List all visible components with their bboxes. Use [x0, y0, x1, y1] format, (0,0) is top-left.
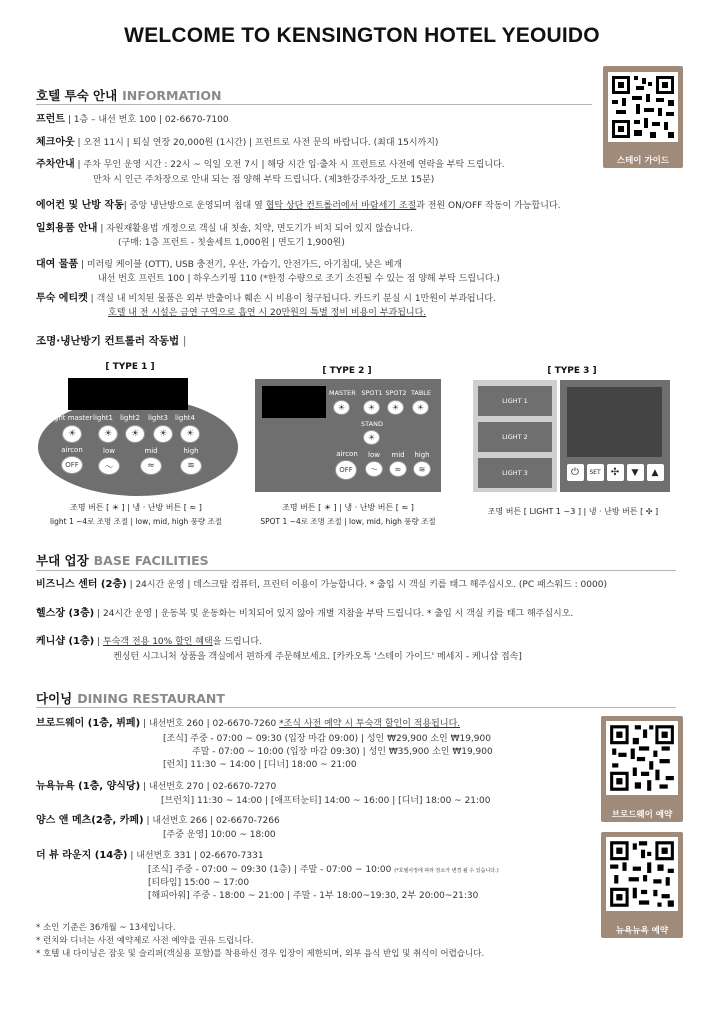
- yang-text-2: [주중 운영] 10:00 ~ 18:00: [163, 830, 276, 840]
- amenity-line: [36, 223, 413, 235]
- facilities-heading: [36, 551, 209, 569]
- light-bulb-icon[interactable]: ☀: [333, 400, 350, 415]
- checkout-line: [36, 137, 438, 149]
- newyork-label: 뉴욕뉴욕 (1층, 양식당): [36, 781, 141, 792]
- business-text: | 24시간 운영 | 데스크탑 컴퓨터, 프린터 이용이 가능합니다. * 출입 시 객실 키를 태그 해주십시오. (PC 패스워드 : 0000): [129, 580, 607, 590]
- type1-caption-1: 조명 버튼 [ ☀ ] | 냉 · 난방 버튼 [ ≈ ]: [70, 503, 202, 512]
- type3-light-button[interactable]: LIGHT 2: [478, 422, 552, 452]
- rental-label: 대여 물품: [36, 259, 79, 270]
- note-item: * 소인 기준은 36개월 ~ 13세입니다.: [36, 923, 176, 933]
- type2-caption-1: 조명 버튼 [ ☀ ] | 냉 · 난방 버튼 [ ≈ ]: [282, 503, 414, 512]
- type3-display: [567, 387, 662, 457]
- amenity-text-1: | 자원재활용법 개정으로 객실 내 칫솔, 치약, 면도기가 비치 되어 있지 않습니다.: [100, 224, 413, 234]
- shop-text-2: 켄싱턴 시그니처 상품을 객실에서 편하게 주문해보세요. [카카오톡 '스테이 가이드' 메세지 - 케니샵 접속]: [113, 652, 522, 662]
- controller-heading-text: 조명·냉난방기 컨트롤러 작동법: [36, 335, 180, 347]
- type3-light-button[interactable]: LIGHT 3: [478, 458, 552, 488]
- broadway-text-underline: *조식 사전 예약 시 투숙객 할인이 적용됩니다.: [279, 719, 461, 729]
- note-item: * 호텔 내 다이닝은 잠옷 및 슬리퍼(객실용 포함)를 착용하신 경우 입장이 제한되며, 외부 음식 반입 및 취식이 어렵습니다.: [36, 949, 485, 959]
- rental-text-1: | 미러링 케이블 (OTT), USB 충전기, 우산, 가습기, 안전가드, 아기침대, 낮은 베개: [81, 260, 403, 270]
- qr-code-icon: [606, 721, 678, 795]
- fan-speed-icon[interactable]: ≋: [413, 461, 431, 477]
- note-item: * 런치와 디너는 사전 예약제로 사전 예약을 권유 드립니다.: [36, 936, 254, 946]
- type1-fan-label: high: [183, 447, 199, 455]
- type1-off-button[interactable]: OFF: [61, 456, 83, 474]
- type2-light-label: MASTER: [329, 389, 356, 397]
- qr-code-icon: [606, 837, 678, 911]
- rental-line: [36, 259, 402, 271]
- aircon-line: [36, 200, 560, 212]
- parking-text-1: | 주차 무인 운영 시간 : 22시 ~ 익일 오전 7시 | 해당 시간 입·출차 시 프런트로 사전에 연락을 부탁 드립니다.: [77, 160, 505, 170]
- dining-heading-en: DINING RESTAURANT: [77, 691, 225, 706]
- newyork-text-2: [브런치] 11:30 ~ 14:00 | [애프터눈티] 14:00 ~ 16:00 | [디너] 18:00 ~ 21:00: [161, 796, 491, 806]
- type1-light-label: light4: [175, 414, 195, 422]
- type1-title: [ TYPE 1 ]: [105, 362, 155, 372]
- type3-light-button[interactable]: LIGHT 1: [478, 386, 552, 416]
- type2-stand-label: STAND: [361, 420, 383, 428]
- lounge-text-2-small: (*호텔사정에 따라 장소가 변경 될 수 있습니다.): [394, 868, 499, 874]
- newyork-text-1: | 내선번호 270 | 02-6670-7270: [143, 782, 277, 792]
- checkout-label: 체크아웃: [36, 137, 75, 148]
- light-bulb-icon[interactable]: ☀: [153, 425, 173, 443]
- light-bulb-icon[interactable]: ☀: [125, 425, 145, 443]
- type1-light-label: light3: [148, 414, 168, 422]
- type2-caption-2: SPOT 1 ~4로 조명 조절 | low, mid, high 풍량 조절: [260, 517, 436, 526]
- dining-heading-ko: 다이닝: [36, 691, 73, 706]
- dining-heading: [36, 689, 225, 707]
- aircon-text-underline: 협탁 상단 컨트롤러에서 바람세기 조절: [265, 201, 417, 211]
- gym-line: [36, 608, 573, 620]
- light-bulb-icon[interactable]: ☀: [363, 400, 380, 415]
- info-heading-en: INFORMATION: [122, 88, 222, 103]
- type2-fan-label: low: [368, 451, 380, 459]
- shop-text-underline: 투숙객 전용 10% 할인 혜택: [103, 637, 213, 647]
- light-bulb-icon[interactable]: ☀: [98, 425, 118, 443]
- etiquette-text-2: 호텔 내 전 시설은 금연 구역으로 흡연 시 20만원의 특별 정비 비용이 부과됩니다.: [108, 308, 427, 318]
- aircon-label: 에어컨 및 난방 작동: [36, 200, 124, 211]
- type2-fan-label: high: [414, 451, 430, 459]
- qr-code-icon: [608, 72, 678, 142]
- type3-button-row: [562, 464, 668, 484]
- lounge-text-1: | 내선번호 331 | 02-6670-7331: [130, 851, 264, 861]
- lounge-line: [36, 850, 264, 862]
- broadway-text-4: [런치] 11:30 ~ 14:00 | [디너] 18:00 ~ 21:00: [163, 760, 357, 770]
- shop-label: 케니샵 (1층): [36, 636, 95, 647]
- amenity-label: 일회용품 안내: [36, 223, 98, 234]
- yang-line: [36, 815, 280, 827]
- qr-stay-guide-caption: 스테이 가이드: [616, 156, 670, 166]
- qr-broadway[interactable]: [601, 716, 683, 822]
- type2-title: [ TYPE 2 ]: [322, 366, 372, 376]
- broadway-label: 브로드웨이 (1층, 뷔페): [36, 718, 141, 729]
- light-bulb-icon[interactable]: ☀: [412, 400, 429, 415]
- type3-title: [ TYPE 3 ]: [547, 366, 597, 376]
- aircon-text-a: | 중앙 냉난방으로 운영되며 침대 옆: [123, 201, 266, 211]
- fan-icon[interactable]: ✣: [607, 464, 624, 481]
- amenity-text-2: (구매: 1층 프런트 - 칫솔세트 1,000원 | 면도기 1,900원): [118, 238, 345, 248]
- rental-text-2: 내선 번호 프런트 100 | 하우스키핑 110 (*한정 수량으로 조기 소진될 수 있는 점 양해 부탁 드립니다.): [98, 274, 500, 284]
- fan-speed-icon[interactable]: ≈: [140, 457, 162, 475]
- etiquette-line: [36, 293, 496, 305]
- front-line: [36, 114, 229, 126]
- info-heading: [36, 86, 221, 104]
- facilities-heading-ko: 부대 업장: [36, 553, 89, 568]
- business-label: 비즈니스 센터 (2층): [36, 579, 127, 590]
- type1-display: [68, 378, 188, 410]
- broadway-text-3: 주말 - 07:00 ~ 10:00 (입장 마감 09:30) | 성인 ₩35,900 소인 ₩19,900: [192, 747, 493, 757]
- light-bulb-icon[interactable]: ☀: [180, 425, 200, 443]
- fan-speed-icon[interactable]: ≈: [389, 461, 407, 477]
- lounge-text-2-line: [148, 864, 499, 877]
- fan-speed-icon[interactable]: ～: [98, 457, 120, 475]
- broadway-text-1: | 내선번호 260 | 02-6670-7260: [143, 719, 280, 729]
- yang-text-1: | 내선번호 266 | 02-6670-7266: [146, 816, 280, 826]
- down-arrow-icon[interactable]: ▼: [627, 464, 644, 481]
- broadway-text-2: [조식] 주중 - 07:00 ~ 09:30 (입장 마감 09:00) | 성인 ₩29,900 소인 ₩19,900: [163, 734, 491, 744]
- lounge-label: 더 뷰 라운지 (14층): [36, 850, 128, 861]
- aircon-text-b: 과 전원 ON/OFF 작동이 가능합니다.: [416, 201, 561, 211]
- checkout-text: | 오전 11시 | 퇴실 연장 20,000원 (1시간) | 프런트로 사전 문의 바랍니다. (최대 15시까지): [77, 138, 439, 148]
- front-text: | 1층 – 내선 번호 100 | 02-6670-7100: [67, 115, 229, 125]
- type1-aircon-label: aircon: [61, 446, 83, 454]
- type2-light-label: TABLE: [410, 389, 432, 397]
- shop-text-a: |: [97, 637, 104, 647]
- qr-newyork-caption: 뉴욕뉴욕 예약: [615, 926, 669, 936]
- qr-broadway-caption: 브로드웨이 예약: [611, 810, 673, 820]
- type1-fan-label: low: [103, 447, 115, 455]
- type3-caption-1: 조명 버튼 [ LIGHT 1 ~3 ] | 냉 · 난방 버튼 [ ✣ ]: [487, 507, 659, 516]
- type2-display: [262, 386, 326, 418]
- set-button[interactable]: SET: [587, 464, 604, 481]
- controller-heading: 조명·냉난방기 컨트롤러 작동법 |: [36, 335, 187, 347]
- power-icon[interactable]: ⏻: [567, 464, 584, 481]
- gym-label: 헬스장 (3층): [36, 608, 95, 619]
- parking-text-2: 만차 시 인근 주차장으로 안내 되는 점 양해 부탁 드립니다. (제3한강주차장_도보 15분): [93, 175, 435, 185]
- type1-light-label: light master: [50, 414, 93, 422]
- business-line: [36, 579, 607, 591]
- fan-speed-icon[interactable]: ≋: [180, 457, 202, 475]
- type2-light-label: SPOT2: [385, 389, 407, 397]
- shop-text-b: 을 드립니다.: [212, 637, 262, 647]
- divider: [36, 570, 676, 571]
- shop-line: [36, 636, 262, 648]
- qr-newyork[interactable]: [601, 832, 683, 938]
- facilities-heading-en: BASE FACILITIES: [93, 553, 209, 568]
- light-bulb-icon[interactable]: ☀: [363, 430, 380, 445]
- newyork-line: [36, 781, 276, 793]
- front-label: 프런트: [36, 114, 65, 125]
- type2-aircon-label: aircon: [336, 450, 358, 458]
- parking-line: [36, 159, 505, 171]
- qr-stay-guide[interactable]: [603, 66, 683, 168]
- info-heading-ko: 호텔 투숙 안내: [36, 88, 118, 103]
- lounge-text-4: [해피아워] 주중 - 18:00 ~ 21:00 | 주말 - 1부 18:00~19:30, 2부 20:00~21:30: [148, 891, 479, 901]
- type2-fan-label: mid: [391, 451, 405, 459]
- type1-light-label: light2: [120, 414, 140, 422]
- page-title: WELCOME TO KENSINGTON HOTEL YEOUIDO: [124, 24, 600, 47]
- gym-text: | 24시간 운영 | 운동복 및 운동화는 비치되어 있지 않아 개별 지참을 부탁 드립니다. * 출입 시 객실 키를 태그 해주십시오.: [97, 609, 574, 619]
- light-bulb-icon[interactable]: ☀: [387, 400, 404, 415]
- up-arrow-icon[interactable]: ▲: [647, 464, 664, 481]
- broadway-line: [36, 718, 460, 730]
- type2-off-button[interactable]: OFF: [335, 460, 357, 480]
- divider: [36, 707, 676, 708]
- fan-speed-icon[interactable]: ～: [365, 461, 383, 477]
- type2-light-label: SPOT1: [361, 389, 383, 397]
- type1-light-label: light1: [93, 414, 113, 422]
- divider: [36, 104, 592, 105]
- yang-label: 양스 앤 메츠(2층, 카페): [36, 815, 144, 826]
- type1-fan-label: mid: [144, 447, 158, 455]
- light-bulb-icon[interactable]: ☀: [62, 425, 82, 443]
- parking-label: 주차안내: [36, 159, 75, 170]
- etiquette-label: 투숙 에티켓: [36, 293, 88, 304]
- lounge-text-2: [조식] 주중 - 07:00 ~ 09:30 (1층) | 주말 - 07:00 ~ 10:00: [148, 865, 392, 875]
- type1-caption-2: light 1 ~4로 조명 조절 | low, mid, high 풍량 조절: [49, 517, 223, 526]
- etiquette-text-1: | 객실 내 비치된 물품은 외부 반출이나 훼손 시 비용이 청구됩니다. 카드키 분실 시 1만원이 부과됩니다.: [90, 294, 496, 304]
- lounge-text-3: [티타임] 15:00 ~ 17:00: [148, 878, 250, 888]
